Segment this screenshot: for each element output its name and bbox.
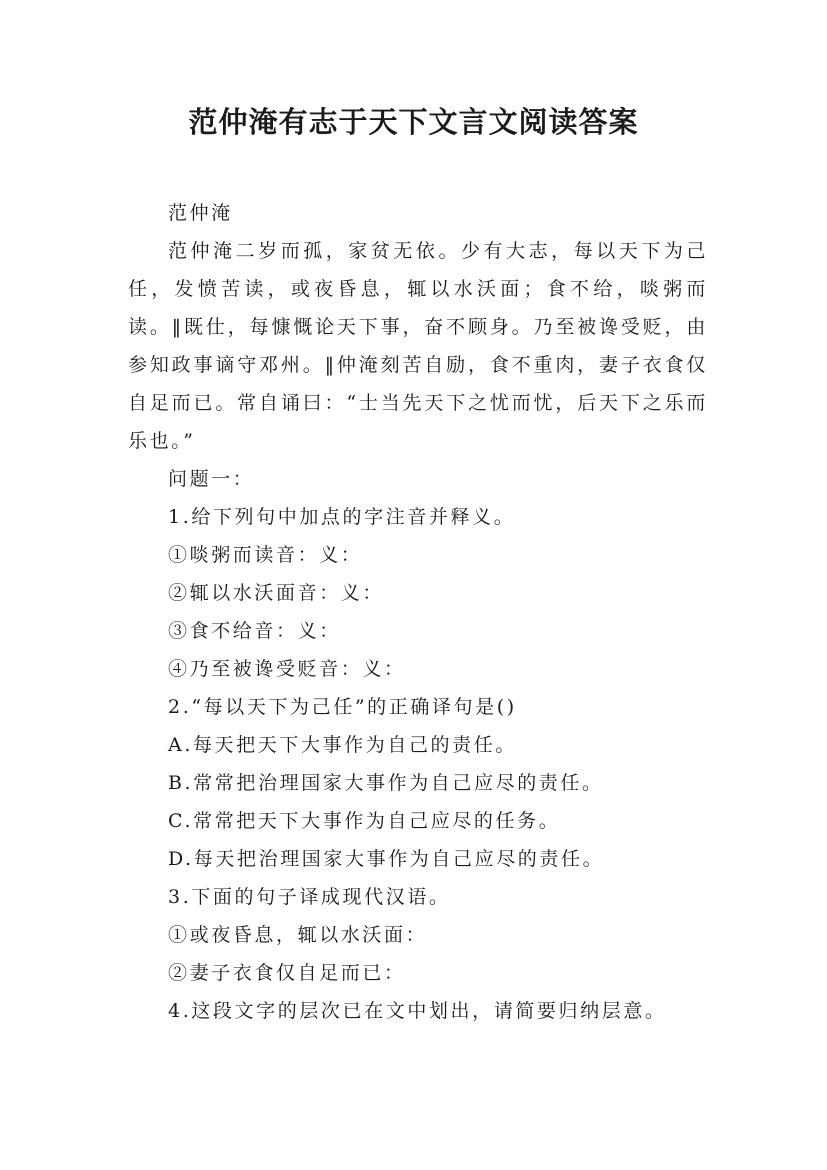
question-1-prompt: 1.给下列句中加点的字注音并释义。 [168,506,516,528]
question-4-prompt: 4.这段文字的层次已在文中划出，请简要归纳层意。 [168,1000,667,1022]
author-heading: 范仲淹 [168,202,233,224]
question-1-item: ④乃至被谗受贬音：义： [168,658,406,680]
question-3-item: ②妻子衣食仅自足而已： [168,962,406,984]
question-2-option-d: D.每天把治理国家大事作为自己应尽的责任。 [168,848,605,870]
question-2-option-a: A.每天把天下大事作为自己的责任。 [168,734,517,756]
passage-paragraph: 范仲淹二岁而孤，家贫无依。少有大志，每以天下为己任，发愤苦读，或夜昏息，辄以水沃面；食不给，啖粥而读。‖既仕，每慷慨论天下事，奋不顾身。乃至被谗受贬，由参知政事谪守邓州。‖仲淹刻苦自励，食不重肉，妻子衣食仅自足而已。常自诵曰：“士当先天下之忧而忧，后天下之乐而乐也。” [128,240,708,452]
question-1-item: ③食不给音：义： [168,620,341,642]
question-2-prompt: 2.“每以天下为己任”的正确译句是() [168,696,517,718]
question-1-item: ①啖粥而读音：义： [168,544,363,566]
section-heading: 问题一： [168,468,255,490]
question-3-item: ①或夜昏息，辄以水沃面： [168,924,428,946]
question-1-item: ②辄以水沃面音：义： [168,582,385,604]
question-3-prompt: 3.下面的句子译成现代汉语。 [168,886,451,908]
document-body [128,194,708,1030]
document-title: 范仲淹有志于天下文言文阅读答案 [188,105,639,139]
question-2-option-c: C.常常把天下大事作为自己应尽的任务。 [168,810,561,832]
question-2-option-b: B.常常把治理国家大事作为自己应尽的责任。 [168,772,604,794]
